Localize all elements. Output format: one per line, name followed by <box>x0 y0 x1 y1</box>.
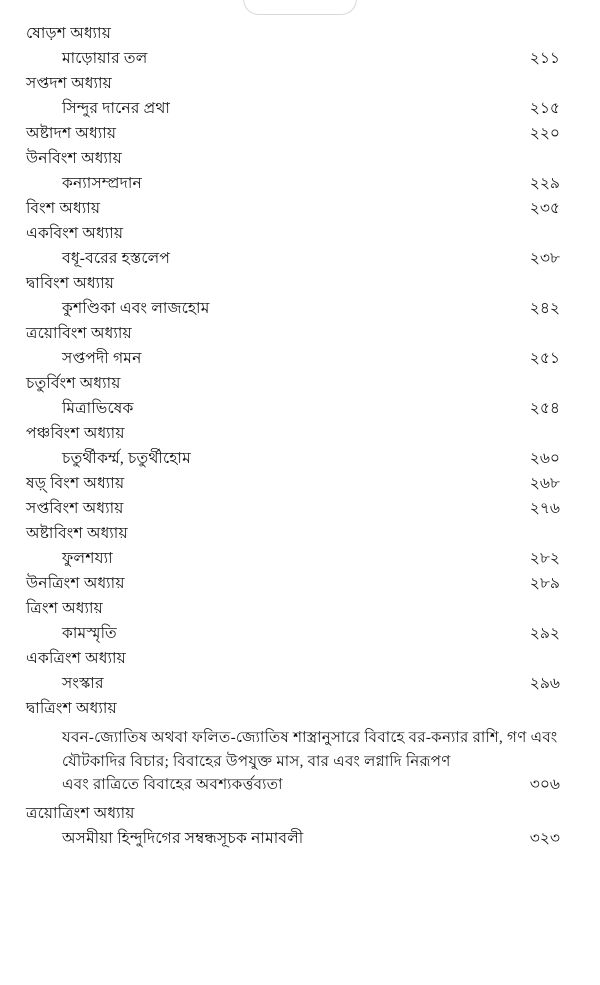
toc-entry[interactable] <box>26 101 560 117</box>
toc-entry-page-number: ২৯৬ <box>529 675 560 692</box>
toc-entry-label: উনবিংশ অধ্যায় <box>26 150 122 167</box>
toc-entry-label: পঞ্চবিংশ অধ্যায় <box>26 425 125 442</box>
toc-entry-label: ত্রিংশ অধ্যায় <box>26 600 103 617</box>
toc-entry-label: ষড়্‌ বিংশ অধ্যায় <box>26 475 125 492</box>
toc-entry-label: সপ্তদশ অধ্যায় <box>26 75 112 92</box>
toc-entry-label: বিংশ অধ্যায় <box>26 200 101 217</box>
toc-entry[interactable] <box>26 401 560 417</box>
toc-entry-page-number: ২৯২ <box>529 625 560 642</box>
toc-entry-page-number: ২২৯ <box>529 175 560 192</box>
toc-entry[interactable] <box>26 676 560 692</box>
toc-entry-page-number: ২৮২ <box>529 550 560 567</box>
toc-entry-label: কন্যাসম্প্রদান <box>62 175 142 192</box>
toc-entry[interactable] <box>26 526 560 542</box>
toc-entry-page-number: ২৬৮ <box>529 475 560 492</box>
toc-entry[interactable] <box>26 601 560 617</box>
toc-entry[interactable] <box>26 501 560 517</box>
toc-entry-label: একত্রিংশ অধ্যায় <box>26 650 127 667</box>
toc-entry[interactable] <box>26 551 560 567</box>
toc-entry-label: দ্বাত্রিংশ অধ্যায় <box>26 700 117 717</box>
toc-entry[interactable] <box>26 351 560 367</box>
toc-entry-label: ষোড়শ অধ্যায় <box>26 25 112 42</box>
toc-entry-label: অসমীয়া হিন্দুদিগের সম্বন্ধসূচক নামাবলী <box>62 830 304 848</box>
toc-entry-label: চতুর্থীকর্ম্ম, চতুর্থীহোম <box>62 450 191 467</box>
toc-entry-page-number: ২৪২ <box>529 300 560 317</box>
toc-entry-label: বধূ-বরের হস্তলেপ <box>62 250 171 267</box>
toc-entry-page-number: ২১১ <box>529 50 560 67</box>
toc-entry-label: চতুর্বিংশ অধ্যায় <box>26 375 121 392</box>
toc-entry[interactable] <box>26 626 560 642</box>
toc-entry-page-number: ২৩৮ <box>529 250 560 267</box>
toc-entry[interactable] <box>26 26 560 42</box>
toc-entry-label: ফুলশয্যা <box>62 550 113 567</box>
toc-entry-label: একবিংশ অধ্যায় <box>26 225 124 242</box>
toc-entry-tail <box>26 773 560 797</box>
toc-entry[interactable] <box>26 426 560 442</box>
toc-entry-label: যবন-জ্যোতিষ অথবা ফলিত-জ্যোতিষ শাস্ত্রানুসারে বিবাহে বর-কন্যার রাশি, গণ এবং যৌটকাদির বিচার; বিবাহের উপযুক্ত মাস, বার এবং লগ্নাদি নিরূপণ <box>62 729 562 770</box>
toc-entry[interactable] <box>26 251 560 267</box>
toc-entry[interactable] <box>26 376 560 392</box>
toc-entry-page-number: ৩০৬ <box>529 776 560 794</box>
toc-entry-label: ত্রয়োত্রিংশ অধ্যায় <box>26 805 135 823</box>
toc-entry-label: মিত্রাভিষেক <box>62 400 134 417</box>
toc-entry-page-number: ২৫১ <box>529 350 560 367</box>
toc-entry[interactable] <box>26 76 560 92</box>
toc-entry-page-number: ২১৫ <box>529 100 560 117</box>
toc-entry-label-continued: এবং রাত্রিতে বিবাহের অবশ্যকর্ত্তব্যতা <box>62 776 283 794</box>
toc-entry-page-number: ২৬০ <box>529 450 560 467</box>
device-notch <box>243 0 357 15</box>
toc-entry-label: সপ্তপদী গমন <box>62 350 142 367</box>
toc-entry-label: দ্বাবিংশ অধ্যায় <box>26 275 115 292</box>
toc-entry-label: মাড়োয়ার তল <box>62 50 148 67</box>
toc-entry-label: ত্রয়োবিংশ অধ্যায় <box>26 325 132 342</box>
toc-entry-label: অষ্টাদশ অধ্যায় <box>26 125 117 142</box>
toc-entry[interactable] <box>26 451 560 467</box>
toc-entry[interactable] <box>26 176 560 192</box>
toc-entry-label: অষ্টাবিংশ অধ্যায় <box>26 525 128 542</box>
toc-entry-page-number: ২৫৪ <box>529 400 560 417</box>
toc-entry-label: উনত্রিংশ অধ্যায় <box>26 575 125 592</box>
toc-entry[interactable] <box>26 51 560 67</box>
toc-entry[interactable] <box>26 701 560 717</box>
toc-entry[interactable] <box>26 831 560 847</box>
toc-entry-page-number: ২৩৫ <box>529 200 560 217</box>
toc-entry-label: সিন্দুর দানের প্রথা <box>62 100 171 117</box>
toc-entry[interactable] <box>26 726 560 797</box>
toc-entry[interactable] <box>26 226 560 242</box>
toc-entry[interactable] <box>26 126 560 142</box>
toc-entry[interactable] <box>26 806 560 822</box>
toc-entry-page-number: ২২০ <box>529 125 560 142</box>
toc-entry[interactable] <box>26 276 560 292</box>
toc-entry[interactable] <box>26 576 560 592</box>
toc-entry-page-number: ২৮৯ <box>529 575 560 592</box>
toc-entry-label: কামস্মৃতি <box>62 625 117 642</box>
toc-entry[interactable] <box>26 301 560 317</box>
toc-entry-page-number: ২৭৬ <box>529 500 560 517</box>
toc-entry[interactable] <box>26 201 560 217</box>
table-of-contents <box>26 26 560 847</box>
toc-entry[interactable] <box>26 476 560 492</box>
toc-entry[interactable] <box>26 326 560 342</box>
toc-entry-label: সপ্তবিংশ অধ্যায় <box>26 500 124 517</box>
toc-entry-label: সংস্কার <box>62 675 104 692</box>
toc-entry[interactable] <box>26 151 560 167</box>
toc-entry[interactable] <box>26 651 560 667</box>
toc-entry-label: কুশণ্ডিকা এবং লাজহোম <box>62 300 210 317</box>
toc-entry-page-number: ৩২৩ <box>529 830 560 848</box>
